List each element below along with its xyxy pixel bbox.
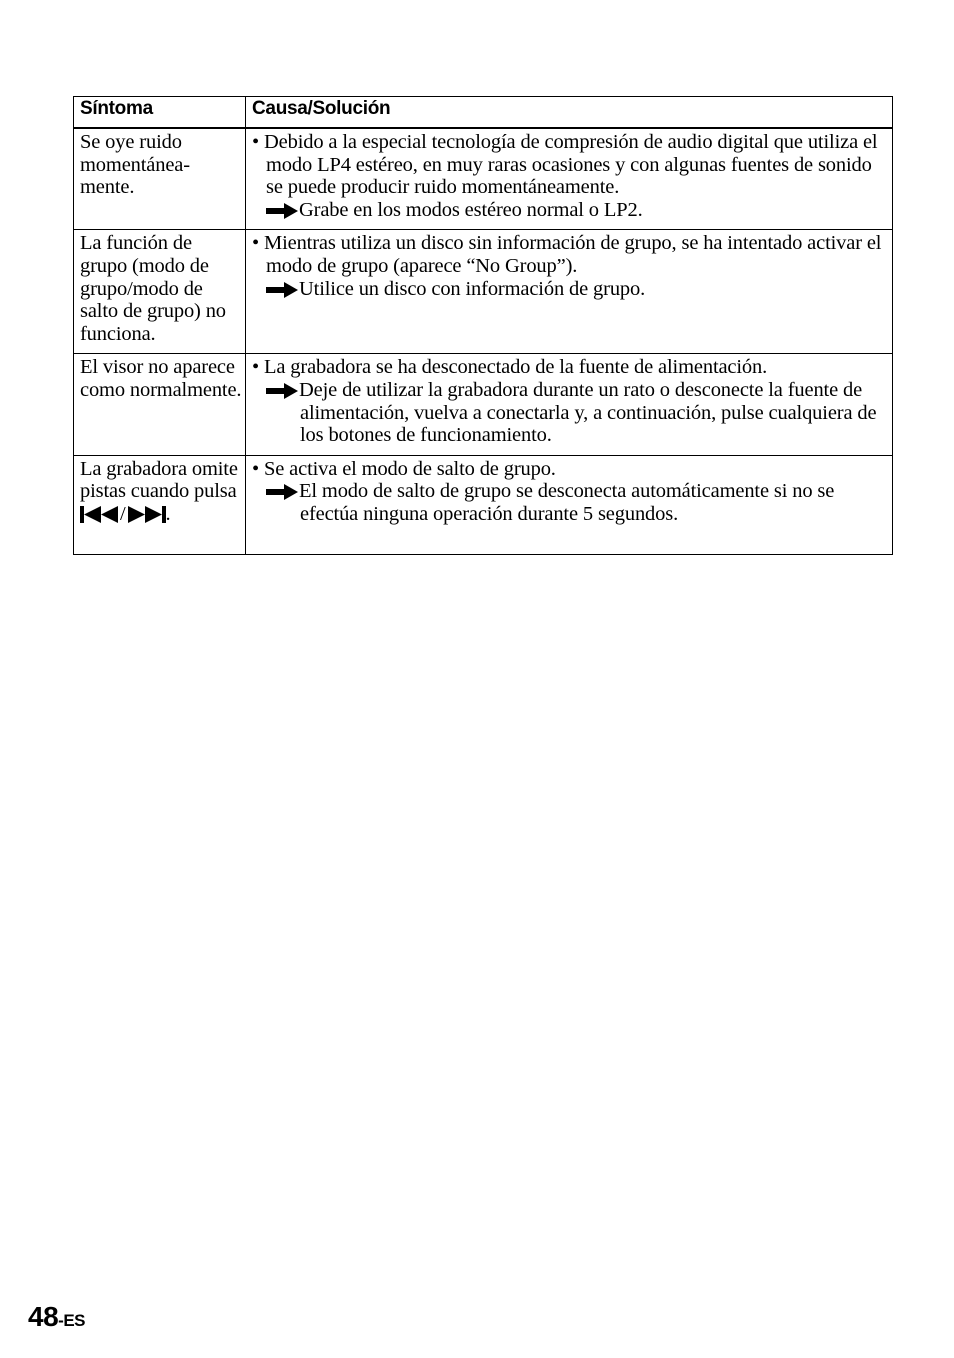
symptom-text: La grabadora omite pistas cuando pulsa	[80, 457, 238, 503]
header-cause-solution: Causa/Solución	[246, 97, 893, 129]
arrow-right-icon	[266, 480, 299, 503]
page-number	[28, 1301, 85, 1333]
skip-icons	[80, 503, 171, 526]
arrow-right-icon	[266, 199, 299, 222]
solution-cell	[246, 128, 893, 230]
solution-line	[252, 379, 888, 447]
skip-next-icon	[126, 506, 166, 523]
arrow-right-icon	[266, 379, 299, 402]
icon-separator: /	[120, 502, 126, 525]
solution-cell	[246, 455, 893, 554]
solution-text: Grabe en los modos estéreo normal o LP2.	[299, 198, 643, 221]
cause-text: • Se activa el modo de salto de grupo.	[252, 457, 556, 480]
symptom-cell	[74, 455, 246, 554]
solution-text: Utilice un disco con información de grupo.	[299, 277, 646, 300]
skip-previous-icon	[80, 506, 120, 523]
cause-text: • Mientras utiliza un disco sin información de grupo, se ha intentado activar el modo de grupo (aparece “No Group”).	[252, 232, 882, 277]
table-row	[74, 354, 893, 455]
cause-text: • Debido a la especial tecnología de compresión de audio digital que utiliza el modo LP4 estéreo, en muy raras ocasiones y con algunas fuentes de sonido se puede producir ruido momentáneamente.	[252, 131, 878, 199]
table-row	[74, 455, 893, 554]
symptom-cell: El visor no aparece como normalmente.	[74, 354, 246, 455]
solution-line	[252, 480, 888, 525]
symptom-end: .	[165, 502, 171, 525]
page-number-value: 48	[28, 1301, 59, 1332]
symptom-cell: Se oye ruido momentánea-mente.	[74, 128, 246, 230]
symptom-cell: La función de grupo (modo de grupo/modo de salto de grupo) no funciona.	[74, 230, 246, 354]
table-row	[74, 230, 893, 354]
solution-cell	[246, 230, 893, 354]
cause-text: • La grabadora se ha desconectado de la fuente de alimentación.	[252, 356, 768, 379]
header-symptom: Síntoma	[74, 97, 246, 129]
solution-line	[252, 199, 888, 222]
solution-text: El modo de salto de grupo se desconecta automáticamente si no se efectúa ninguna operación durante 5 segundos.	[299, 480, 835, 525]
solution-cell	[246, 354, 893, 455]
table-row	[74, 128, 893, 230]
table-header-row	[74, 97, 893, 129]
arrow-right-icon	[266, 278, 299, 301]
page-number-suffix: -ES	[58, 1311, 85, 1330]
solution-line	[252, 278, 888, 301]
troubleshooting-table	[73, 96, 893, 555]
solution-text: Deje de utilizar la grabadora durante un rato o desconecte la fuente de alimentación, vuelva a conectarla y, a continuación, pulse cualquiera de los botones de funcionamiento.	[299, 378, 877, 447]
